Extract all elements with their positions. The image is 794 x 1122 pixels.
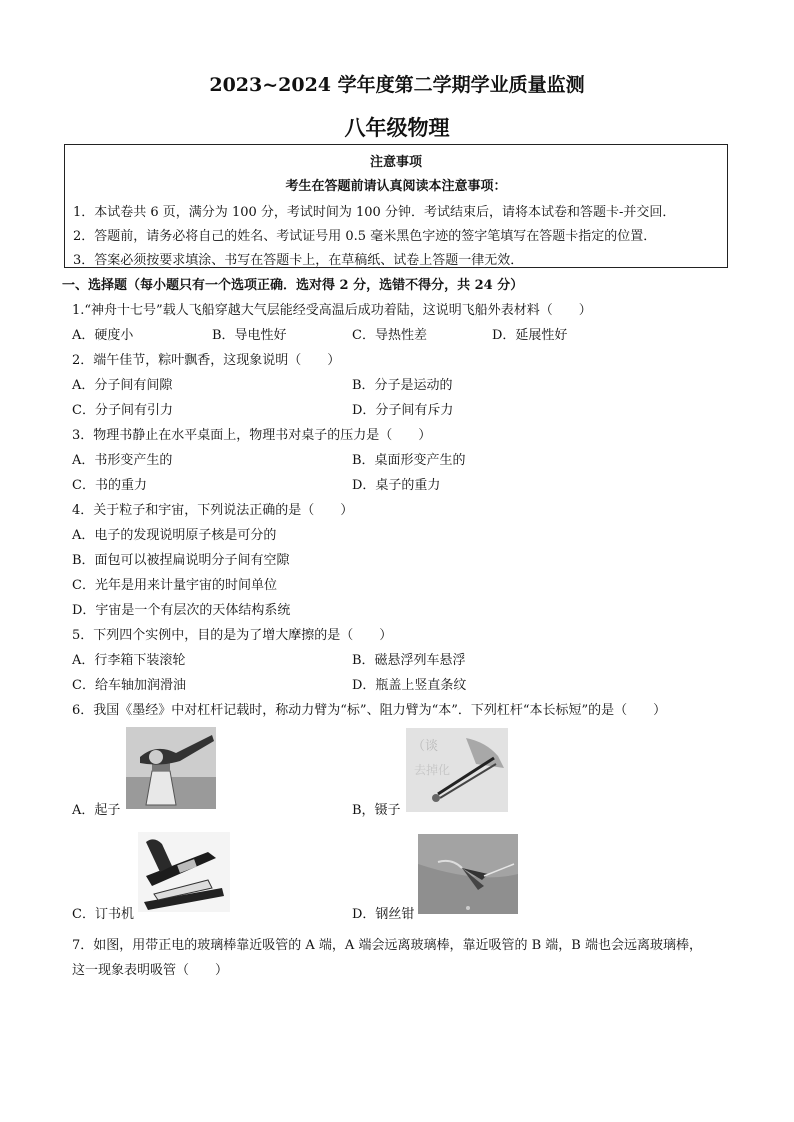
option-d: D．桌子的重力	[352, 478, 441, 493]
option-c: C．书的重力	[72, 478, 147, 493]
option-a: A．硬度小	[72, 328, 134, 343]
option-b: B，镊子	[352, 803, 401, 818]
option-d: D．延展性好	[492, 328, 568, 343]
notice-item: 2．答题前，请务必将自己的姓名、考试证号用 0.5 毫米黑色字迹的签字笔填写在答题卡指定的位置．	[73, 229, 657, 244]
option-d: D．瓶盖上竖直条纹	[352, 678, 467, 693]
question-4-stem: 4．关于粒子和宇宙，下列说法正确的是（ ）	[72, 503, 354, 518]
option-d: D．分子间有斥力	[352, 403, 454, 418]
pliers-image	[418, 834, 518, 914]
option-c: C．光年是用来计量宇宙的时间单位	[72, 578, 277, 593]
question-2-stem: 2．端午佳节，粽叶飘香，这现象说明（ ）	[72, 353, 341, 368]
option-d: D．宇宙是一个有层次的天体结构系统	[72, 603, 291, 618]
notice-subheading: 考生在答题前请认真阅读本注意事项：	[285, 179, 507, 194]
bottle-opener-image	[126, 727, 216, 809]
option-a: A．起子	[72, 803, 121, 818]
option-a: A．电子的发现说明原子核是可分的	[72, 528, 277, 543]
notice-item: 1．本试卷共 6 页，满分为 100 分，考试时间为 100 分钟．考试结束后，请将本试卷和答题卡-并交回．	[73, 205, 676, 220]
option-c: C．导热性差	[352, 328, 427, 343]
option-a: A．行李箱下装滚轮	[72, 653, 186, 668]
stapler-image	[138, 832, 230, 912]
section-heading: 一、选择题（每小题只有一个选项正确．选对得 2 分，选错不得分，共 24 分）	[62, 278, 524, 293]
svg-text:（谈: （谈	[412, 739, 439, 754]
question-5-stem: 5．下列四个实例中，目的是为了增大摩擦的是（ ）	[72, 628, 393, 643]
tweezers-image	[406, 728, 508, 812]
svg-text:去掉化: 去掉化	[414, 763, 451, 777]
option-b: B．磁悬浮列车悬浮	[352, 653, 466, 668]
option-c: C．分子间有引力	[72, 403, 173, 418]
question-6-stem: 6．我国《墨经》中对杠杆记载时，称动力臂为“标”、阻力臂为“本”．下列杠杆“本长标短”的是（ ）	[72, 703, 667, 718]
option-c: C．给车轴加润滑油	[72, 678, 186, 693]
option-b: B．分子是运动的	[352, 378, 453, 393]
option-a: A．分子间有间隙	[72, 378, 173, 393]
question-7-stem-line2: 这一现象表明吸管（ ）	[72, 963, 229, 978]
option-c: C．订书机	[72, 907, 134, 922]
option-b: B．面包可以被捏扁说明分子间有空隙	[72, 553, 290, 568]
question-3-stem: 3．物理书静止在水平桌面上，物理书对桌子的压力是（ ）	[72, 428, 432, 443]
option-b: B．桌面形变产生的	[352, 453, 466, 468]
notice-item: 3．答案必须按要求填涂、书写在答题卡上，在草稿纸、试卷上答题一律无效．	[73, 253, 524, 268]
option-d: D．钢丝钳	[352, 907, 415, 922]
notice-box	[64, 144, 728, 268]
option-a: A．书形变产生的	[72, 453, 173, 468]
option-b: B．导电性好	[212, 328, 287, 343]
notice-heading: 注意事项	[369, 155, 422, 170]
exam-title: 2023~2024 学年度第二学期学业质量监测	[209, 74, 585, 96]
exam-subtitle: 八年级物理	[344, 115, 450, 140]
question-7-stem-line1: 7．如图，用带正电的玻璃棒靠近吸管的 A 端，A 端会远离玻璃棒，靠近吸管的 B 端，B 端也会远离玻璃棒，	[72, 938, 702, 953]
question-1-stem: 1.“神舟十七号”载人飞船穿越大气层能经受高温后成功着陆，这说明飞船外表材料（ ）	[72, 303, 592, 318]
